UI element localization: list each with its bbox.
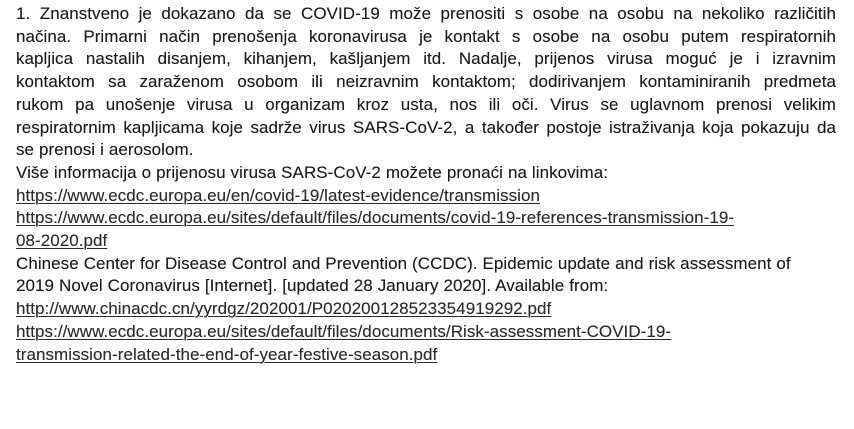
document-body [16, 3, 836, 366]
paragraph-line: načina. Primarni način prenošenja koronavirusa je kontakt s osobe na osobu putem respiratornih [16, 26, 836, 46]
chinacdc-pdf-link[interactable]: http://www.chinacdc.cn/yyrdgz/202001/P020200128523354919292.pdf [16, 299, 552, 319]
ecdc-risk-assessment-link[interactable] [16, 321, 836, 366]
paragraph-line: kontaktom sa zaraženom osobom ili neizravnim kontaktom; dodirivanjem kontaminiranih predmeta [16, 72, 836, 92]
citation-line: Chinese Center for Disease Control and Prevention (CCDC). Epidemic update and risk assessment of [16, 253, 791, 273]
paragraph-line: 1. Znanstveno je dokazano da se COVID-19 može prenositi s osobe na osobu na nekoliko različitih [16, 4, 836, 23]
ccdc-citation [16, 253, 836, 298]
paragraph-line: se prenosi i aerosolom. [16, 140, 194, 160]
ecdc-risk-assessment-link-line[interactable]: https://www.ecdc.europa.eu/sites/default/files/documents/Risk-assessment-COVID-19- [16, 321, 672, 341]
ecdc-transmission-link[interactable]: https://www.ecdc.europa.eu/en/covid-19/latest-evidence/transmission [16, 185, 541, 205]
ecdc-references-link-line[interactable]: https://www.ecdc.europa.eu/sites/default/files/documents/covid-19-references-transmission-19- [16, 208, 735, 228]
paragraph-line: rukom pa unošenje virusa u organizam kroz usta, nos ili oči. Virus se uglavnom prenosi velikim [16, 94, 836, 114]
more-info-text: Više informacija o prijenosu virusa SARS-CoV-2 možete pronaći na linkovima: [16, 162, 608, 182]
ecdc-references-link[interactable] [16, 207, 836, 252]
ecdc-risk-assessment-link-line[interactable]: transmission-related-the-end-of-year-festive-season.pdf [16, 344, 438, 364]
citation-line: 2019 Novel Coronavirus [Internet]. [updated 28 January 2020]. Available from: [16, 276, 609, 296]
paragraph-line: respiratornim kapljicama koje sadrže virus SARS-CoV-2, a također postoje istraživanja koja pokazuju da [16, 117, 836, 137]
ecdc-references-link-line[interactable]: 08-2020.pdf [16, 231, 108, 251]
paragraph-line: kapljica nastalih disanjem, kihanjem, kašljanjem itd. Nadalje, prijenos virusa moguć je i izravnim [16, 49, 836, 69]
item-1-paragraph [16, 3, 836, 162]
